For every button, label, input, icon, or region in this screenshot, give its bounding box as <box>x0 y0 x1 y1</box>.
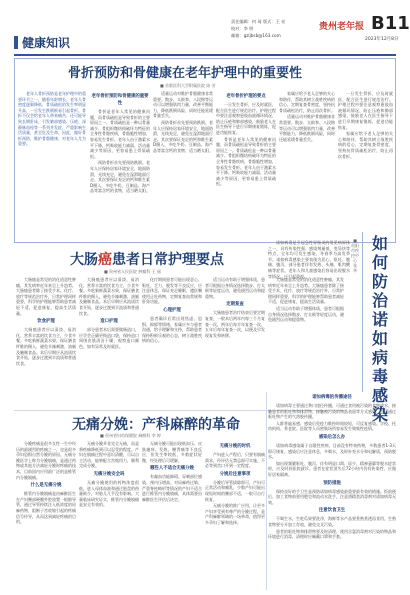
article-byline: ■ 贵阳市疾控中心 张 华 <box>351 238 359 273</box>
subheading: 诺如病毒的传播途径 <box>312 395 352 400</box>
article-title <box>70 249 224 269</box>
article-intro <box>268 240 350 279</box>
paragraph: 诺如病毒感染属于自限性疾病，目前没有特效药物，多数患者1-3天即可康复。感染后应注意休息，多喝水，及时补充水分和电解质，预防脱水。 <box>268 442 396 460</box>
paragraph: 家属应给予老人足够的关心和陪伴，帮助其树立战胜疾病的信心，定期复查骨密度，坚持抗骨质疏松治疗，防止再次骨折。 <box>338 131 393 159</box>
article-column <box>79 277 139 407</box>
title-part: 大肠 <box>70 252 98 268</box>
article-column <box>90 91 150 239</box>
subheading: 哪些人不适合无痛分娩 <box>150 466 194 472</box>
divider <box>362 232 363 392</box>
editor-credits <box>231 18 285 39</box>
subheading: 造口护理 <box>100 319 118 325</box>
paragraph: 人群普遍易感，感染后免疫力维持时间较短，可反复感染。学校、托幼机构、养老院、医院等人员密集场所容易发生聚集性疫情。 <box>268 420 396 432</box>
paragraph: 如出现频繁呕吐、腹泻，伴有明显口渴、尿少、精神萎靡等脱水症状时，应及时到医院就诊。患者在症状消失后72小时内仍有传染性，应做好居家隔离。 <box>268 460 396 477</box>
paragraph: 不喝生水，生吃瓜果要洗净，海鲜等水产品要煮熟煮透再食用，生熟食物要分开加工存放，避免交叉污染。 <box>268 516 396 527</box>
article-byline: ■ 首都医科大学附属医院 陈 芳 <box>160 83 216 88</box>
newspaper-logo: 贵州老年报 <box>319 22 365 32</box>
paragraph: 椎管内分娩镇痛是由麻醉医生在产妇腰部硬膜外腔放置一根细导管，通过导管持续注入低浓度的局麻药物，阻断子宫收缩引起的疼痛信号传导，从而达到减轻疼痛的目的。 <box>16 491 76 525</box>
paragraph: 一旦发生骨折，应及时就医，配合医生进行规范治疗。护理过程中要注意观察患肢血液循环情况，防止压疮和肺部感染，鼓励老人在医生指导下进行早期康复锻炼，促进功能恢复。 <box>338 91 393 130</box>
paragraph: 预防骨折首先要预防跌倒。老年人应保持居家环境安全，地面防滑，光线充足，避免在湿滑地面行走。其次要保证充足的钙和维生素D摄入，多吃牛奶、豆制品、海产品等富含钙的食物，适当晒太阳。 <box>153 119 213 153</box>
paragraph: 无痛分娩使用的药物浓度很低，进入母体血液和通过胎盘的药量极少，对胎儿几乎没有影响。大量临床研究证实，椎管内分娩镇痛是安全有效的。 <box>79 479 139 508</box>
paragraph: 大肠癌是常见的消化道恶性肿瘤，其发病率近年来呈上升趋势。大肠癌患者除了接受手术、化疗、放疗等规范治疗外，日常护理同样重要，科学的护理能够帮助患者减轻不适，促进康复，提高生活质量。 <box>268 277 344 305</box>
paragraph: 适量运动对维护骨骼健康非常重要。散步、太极拳、八段锦等运动可以增强肌肉力量，改善平衡能力，降低跌倒风险，同时还能延缓骨量丢失。 <box>279 114 335 142</box>
paragraph: 分娩疼痛是很多女性一生中经历的最剧烈的疼痛之一，也是很多孕妇恐惧自然分娩的原因。无痛分娩医学上称为分娩镇痛，是通过药物或其他方法减轻分娩时疼痛的技术，目前国内应用最广泛的是椎管内分娩镇痛。 <box>16 441 76 480</box>
article-column <box>338 91 393 239</box>
article-column <box>216 91 276 239</box>
proofreader-line: 校对：李 明 <box>231 26 254 31</box>
subheading: 老年骨折护理的要点 <box>226 94 266 99</box>
paragraph: 适量运动对维护骨骼健康非常重要。散步、太极拳、八段锦等运动可以增强肌肉力量，改善平衡能力，降低跌倒风险，同时还能延缓骨量丢失。 <box>153 91 213 119</box>
article-column <box>205 441 265 591</box>
paragraph: 适当运动有助于增强体质，患者可根据自身情况选择散步、打太极等轻度运动，避免剧烈运动和提重物。 <box>268 305 344 323</box>
subheading: 分娩后注意事项 <box>219 471 251 477</box>
paragraph: 大肠癌患者应以清淡、易消化、营养丰富的饮食为主，少食多餐。多吃新鲜蔬菜水果，保证膳食纤维的摄入，避免辛辣刺激、油腻及腌制食品。术后早期应从流质饮食开始，逐步过渡到半流质和普通饮食。 <box>16 327 76 366</box>
article-lead <box>18 91 86 239</box>
issue-date: 2023年12月8日 <box>365 37 399 42</box>
article-column <box>268 392 396 590</box>
editor-line: 责任编辑：何 琦 版式：王 亮 <box>231 19 286 24</box>
title-emphasis: 癌 <box>98 252 112 268</box>
subheading: 定期复查 <box>226 302 244 308</box>
paragraph: 骨折是老年人常见的健康问题，而骨质疏松是导致骨折的主要原因之一。骨质疏松是一种以骨量减少、骨组织微结构破坏为特征的全身性骨骼疾病，骨骼脆性增加，容易发生骨折。老年人由于激素水平下降、钙吸收能力减弱、活动量减少等原因，更容易患上骨质疏松。 <box>216 136 276 187</box>
paragraph: 化疗期间患者可能出现恶心、呕吐、乏力、脱发等不良反应，应注意休息，保证充足睡眠，遵医嘱使用止吐药物，定期复查血常规和肝肾功能。 <box>142 277 202 305</box>
paragraph: 无痛分娩可能出现低血压、皮肤瘙痒、发热、腰背痛等不良反应，但发生率较低，多数症状轻微，经处理后可缓解。 <box>142 441 202 463</box>
paragraph: 一旦发生骨折，应及时就医，配合医生进行规范治疗。护理过程中要注意观察患肢血液循环情况，防止压疮和肺部感染，鼓励老人在医生指导下进行早期康复锻炼，促进功能恢复。 <box>216 102 276 135</box>
paragraph: 无痛分娩并非完全无痛，而是将疼痛降低到可以忍受的程度。产妇在镇痛过程中意识清醒，可以自主活动，能够配合宫缩用力，顺利完成分娩。 <box>79 441 139 469</box>
subheading: 什么是无痛分娩 <box>30 483 62 489</box>
article-byline: ■ 贵州省妇幼保健院 麻醉科 李 婷 <box>100 433 161 438</box>
page-header <box>14 10 410 54</box>
article-column <box>205 277 265 407</box>
email-line: 邮箱：gzljbsb@163.com <box>231 33 281 38</box>
paragraph: 适当运动有助于增强体质，患者可根据自身情况选择散步、打太极等轻度运动，避免剧烈运动和提重物。 <box>205 277 265 299</box>
paragraph: 患者确诊后常出现焦虑、恐惧、抑郁等情绪，家属应多与患者沟通，给予理解和支持，帮助患者保持积极乐观的心态，树立战胜疾病的信心。 <box>142 315 202 344</box>
page-number: B11 <box>371 13 410 34</box>
article-column <box>268 277 344 407</box>
paragraph: 大肠癌患者应以清淡、易消化、营养丰富的饮食为主，少食多餐。多吃新鲜蔬菜水果，保证膳食纤维的摄入，避免辛辣刺激、油腻及腌制食品。术后早期应从流质饮食开始，逐步过渡到半流质和普通饮食。 <box>79 277 139 316</box>
subheading: 预防措施 <box>323 480 341 486</box>
paragraph: 保持良好的手卫生是预防诺如病毒感染最重要最有效的措施。饭前便后、加工食物前要用肥皂和流动水洗手，注意酒精类消毒剂对诺如病毒无效。 <box>268 488 396 505</box>
article-column <box>142 277 202 407</box>
subheading: 老年骨折预防和骨健康的重要性 <box>91 94 149 106</box>
subheading: 注意饮食卫生 <box>318 508 346 514</box>
subheading: 无痛分娩的时机 <box>219 444 251 449</box>
article-column <box>16 441 76 591</box>
header-rule <box>14 54 396 56</box>
paragraph: 家属应给予老人足够的关心和陪伴，帮助其树立战胜疾病的信心，定期复查骨密度，坚持抗骨质疏松治疗，防止再次骨折。 <box>279 91 335 113</box>
paragraph: 诺如病毒是引起急性胃肠炎的常见病原体之一，具有传染性强、感染剂量低、变异快等特点，全年均可发生感染，冬春季为高发季节。诺如病毒感染主要表现为恶心、呕吐、腹痛、腹泻，部分患者伴有发热、头痛、肌肉酸痛等症状。老年人和儿童感染后容易出现脱水等情况，应引起重视。 <box>268 240 350 279</box>
paragraph: 预防骨折首先要预防跌倒。老年人应保持居家环境安全，地面防滑，光线充足，避免在湿滑地面行走。其次要保证充足的钙和维生素D摄入，多吃牛奶、豆制品、海产品等富含钙的食物，适当晒太阳。 <box>90 160 150 194</box>
article-title: 骨折预防和骨健康在老年护理中的重要性 <box>68 66 303 81</box>
divider <box>266 392 267 590</box>
subheading: 无痛分娩安全吗 <box>93 471 125 477</box>
paragraph: 部分患者术后需要做肠造口，应学会正确更换造口袋，保持造口周围皮肤清洁干燥，观察造口颜色，如有异常及时就医。 <box>79 327 139 349</box>
subheading: 心理护理 <box>163 307 181 313</box>
paragraph: 患者的呕吐物和排泄物要及时清理，使用含氯消毒剂对污染的物品和环境进行消毒，清理时应佩戴口罩和手套。 <box>268 528 396 540</box>
article-column <box>79 441 139 591</box>
section-marker <box>14 36 18 49</box>
paragraph: 有凝血功能障碍、穿刺部位感染、颅内压增高、对局麻药过敏、严重脊柱畸形等情况的产妇不适合进行椎管内分娩镇痛，具体需要由麻醉医生评估后决定。 <box>142 474 202 502</box>
paragraph: 大肠癌是常见的消化道恶性肿瘤，其发病率近年来呈上升趋势。大肠癌患者除了接受手术、化疗、放疗等规范治疗外，日常护理同样重要，科学的护理能够帮助患者减轻不适，促进康复，提高生活质量。 <box>16 277 76 316</box>
article-byline: ■ 贵州省人民医院 肿瘤科 王 丽 <box>104 269 161 274</box>
section-title: 健康知识 <box>22 36 71 50</box>
paragraph: 分娩后导管拔除即可，产妇可正常活动和哺乳，少数产妇可能出现短时间的腰部不适，一般可自行恢复。 <box>205 479 265 502</box>
lead-paragraph: 老年人骨折预防是老年护理中的重要环节之一，随着年龄增长，老年人骨密度逐渐降低，骨质疏松的发生率明显升高，一旦发生跌倒极易引起骨折。骨折不仅会给老年人带来痛苦，还可能导致长期卧床，引发肺部感染、压疮、深静脉血栓等一系列并发症，严重影响生活质量，甚至危及生命。因此，做好骨折预防，维护骨骼健康，对老年人尤为重要。 <box>18 91 86 147</box>
paragraph: 产妇进入产程后，只要有镇痛需求，经评估无禁忌即可实施，不必等到宫口开到一定程度。 <box>205 452 265 469</box>
paragraph: 骨折是老年人常见的健康问题，而骨质疏松是导致骨折的主要原因之一。骨质疏松是一种以骨量减少、骨组织微结构破坏为特征的全身性骨骼疾病，骨骼脆性增加，容易发生骨折。老年人由于激素水平下降、钙吸收能力减弱、活动量减少等原因，更容易患上骨质疏松。 <box>90 109 150 159</box>
subheading: 感染后怎么办 <box>318 434 346 440</box>
paragraph: 大肠癌患者治疗结束后要定期复查，一般术后两年内每三个月复查一次，两年后每半年复查一次，五年后每年复查一次，以便及早发现复发和转移。 <box>205 310 265 338</box>
article-title: 无痛分娩：产科麻醉的革命 <box>72 417 240 433</box>
article-column <box>153 91 213 239</box>
title-part: 患者日常护理要点 <box>112 252 224 268</box>
paragraph: 无痛分娩的推广应用，让更多产妇享受到有尊严的分娩过程，是产科麻醉领域的一场革命，值得更多孕妇了解和选择。 <box>205 503 265 525</box>
paragraph: 诺如病毒主要通过粪口途径传播，可通过食用被污染的食物或水、接触患者的呕吐物和排泄物、接触被污染的物品表面等方式感染，也可通过呕吐物产生的气溶胶传播。 <box>268 403 396 420</box>
subheading: 饮食护理 <box>37 319 55 325</box>
article-column <box>279 91 335 239</box>
article-title-vertical: 如何防治诺如病毒感染 <box>371 234 388 424</box>
article-column <box>16 277 76 407</box>
article-column <box>142 441 202 591</box>
